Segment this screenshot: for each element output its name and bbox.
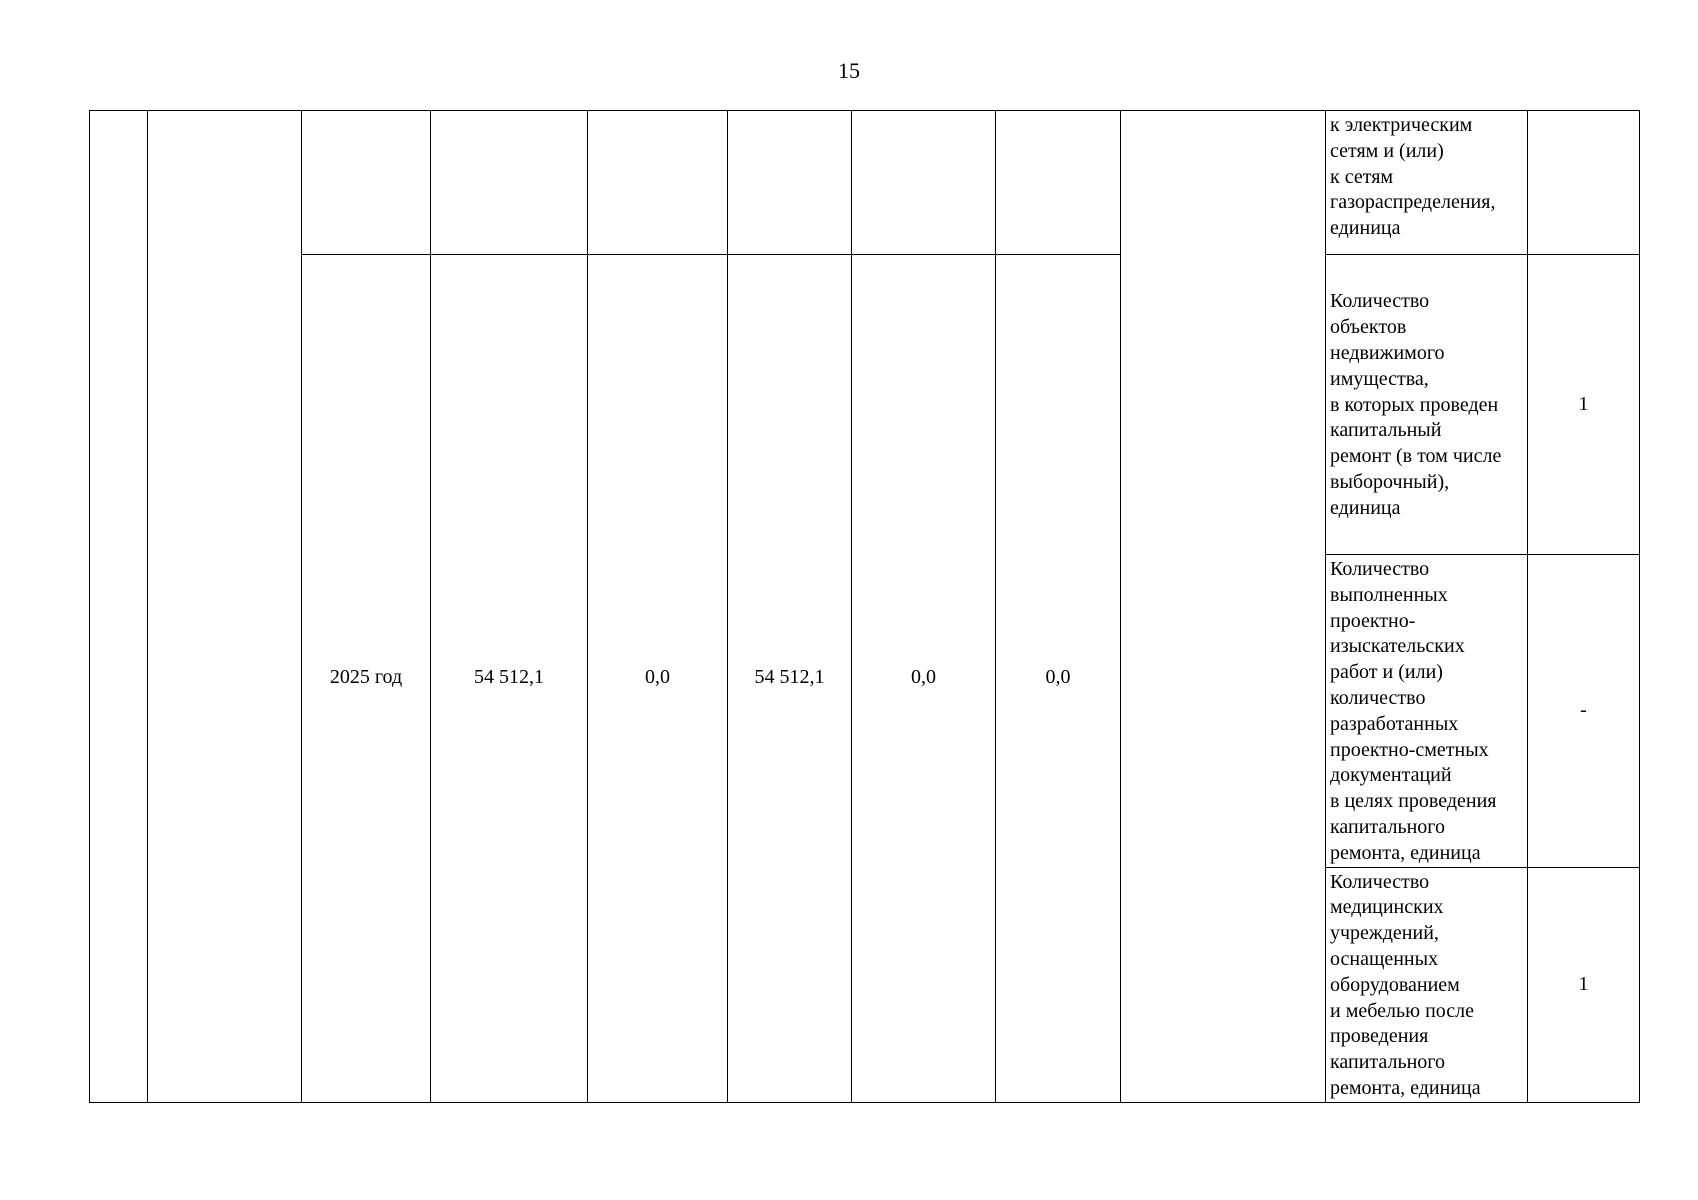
indicator-name: Количество выполненных проектно- изыскательских работ и (или) количество разработанных проектно-сметных документаций в целях проведения капитального ремонта, единица (1326, 555, 1528, 868)
cell-col-a-prev (588, 111, 728, 255)
cell-total-prev (431, 111, 588, 255)
funding-col-c-cell: 0,0 (852, 255, 996, 1103)
cell-col-c-prev (852, 111, 996, 255)
indicator-value: 1 (1528, 255, 1640, 555)
cell-executor (1121, 111, 1326, 1103)
indicator-value (1528, 111, 1640, 255)
table-row (90, 255, 1640, 555)
indicator-name: Количество медицинских учреждений, оснащенных оборудованием и мебелью после проведения капитального ремонта, единица (1326, 867, 1528, 1102)
total-cell: 54 512,1 (431, 255, 588, 1103)
indicator-value: 1 (1528, 867, 1640, 1102)
indicator-value: - (1528, 555, 1640, 868)
program-table (89, 110, 1640, 1103)
funding-col-a-cell: 0,0 (588, 255, 728, 1103)
year-cell: 2025 год (302, 255, 431, 1103)
cell-col-d-prev (996, 111, 1121, 255)
cell-activity-name (148, 111, 302, 1103)
indicator-name: Количество объектов недвижимого имущества, в которых проведен капитальный ремонт (в том числе выборочный), единица (1326, 255, 1528, 555)
page-number: 15 (838, 58, 860, 83)
indicator-name: к электрическим сетям и (или) к сетям газораспределения, единица (1326, 111, 1528, 255)
table-row (90, 111, 1640, 255)
funding-col-d-cell: 0,0 (996, 255, 1121, 1103)
cell-number (90, 111, 148, 1103)
cell-col-b-prev (728, 111, 852, 255)
cell-year-prev (302, 111, 431, 255)
funding-col-b-cell: 54 512,1 (728, 255, 852, 1103)
